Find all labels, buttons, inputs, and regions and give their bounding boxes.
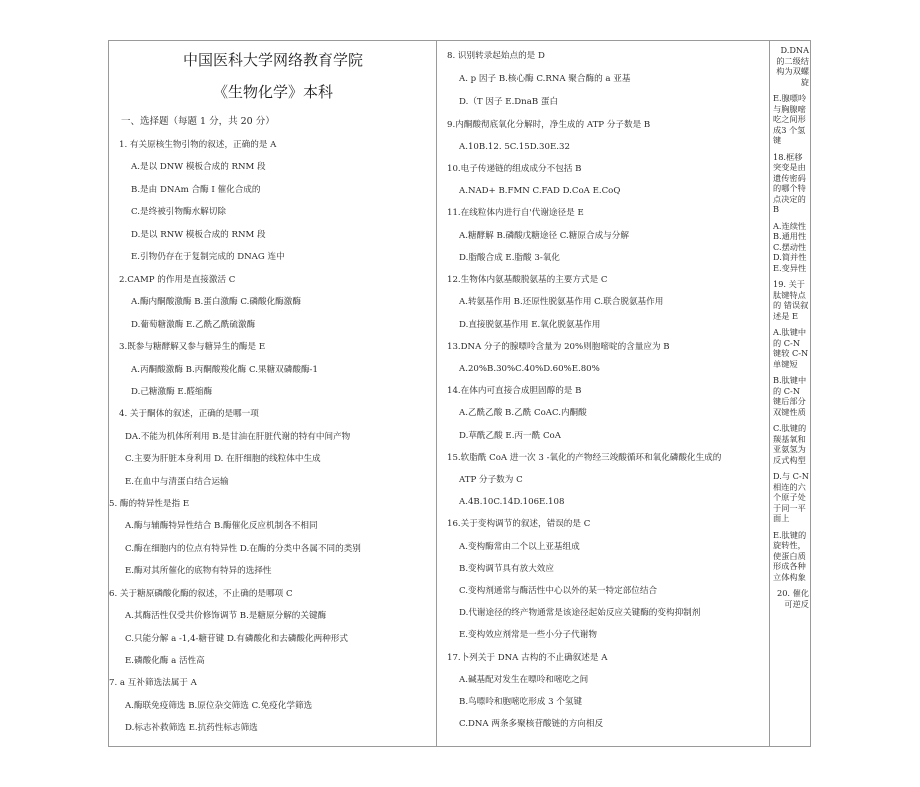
option-line: A.乙酰乙酸 B.乙酰 CoAC.内酮酸 bbox=[459, 408, 587, 418]
question-line: 18.框移突变是由遗传密码的哪个特点决定的 B bbox=[773, 151, 806, 214]
question-line: 13.DNA 分子的腺嘌呤含量为 20%则胞嘧啶的含量应为 B bbox=[447, 342, 670, 352]
question-line: 7. a 互补筛选法属于 A bbox=[109, 678, 197, 688]
question-line: 4. 关于酮体的叙述，正确的是哪一项 bbox=[119, 409, 259, 419]
option-line: A.肽键中的 C-N 键较 C-N 单键短 bbox=[773, 327, 809, 369]
option-line: A.碱基配对发生在嘌呤和嘧吃之间 bbox=[459, 675, 589, 685]
option-line: E.酶对其所催化的底物有特异的选择性 bbox=[125, 566, 272, 576]
option-line: A.是以 DNW 模板合成的 RNM 段 bbox=[131, 162, 266, 172]
option-line: E.腺嘌呤与胸腺嘧吃之间形成3 个氢键 bbox=[773, 93, 807, 145]
option-line: A.其酶活性仅受共价修饰调节 B.是糖原分解的关键酶 bbox=[125, 611, 327, 621]
option-line: DA.不能为机体所利用 B.是甘油在肝脏代谢的特有中间产物 bbox=[125, 432, 351, 442]
option-line: ATP 分子数为 C bbox=[459, 475, 523, 485]
option-line: A.酶与辅酶特异性结合 B.酶催化反应机制各不相同 bbox=[125, 521, 318, 531]
option-line: C.只能分解 a -1,4-糖苷键 D.有磷酸化和去磷酸化两种形式 bbox=[125, 634, 348, 644]
right-column-text bbox=[773, 45, 809, 615]
question-line: 17.卜列关于 DNA 古构的不止确叙述是 A bbox=[447, 653, 608, 663]
course-title: 《生物化学》本科 bbox=[212, 83, 333, 101]
option-line: D.直接脱氨基作用 E.氧化脱氨基作用 bbox=[459, 320, 601, 330]
option-line: E.磷酸化酶 a 活性高 bbox=[125, 656, 205, 666]
section-heading: 一、选择题（每题 1 分，共 20 分） bbox=[121, 116, 275, 127]
question-line: 6. 关于糖原磷酸化酶的叙述，不止确的是哪项 C bbox=[109, 589, 293, 599]
question-line: 1. 有关原核生物引物的叙述，正确的是 A bbox=[119, 140, 277, 150]
question-line: 16.关于变构调节的叙述，错误的是 C bbox=[447, 519, 591, 529]
option-line: D.葡萄糖激酶 E.乙酰乙酰硫激酶 bbox=[131, 320, 256, 330]
option-line: A.10B.12. 5C.15D.30E.32 bbox=[459, 142, 570, 152]
document-page bbox=[108, 40, 811, 747]
school-title: 中国医科大学网络教育学院 bbox=[182, 51, 363, 69]
option-line: E.肽键的旋转性，使蛋白质形成各种立体构象 bbox=[773, 529, 807, 582]
option-line: A.酶内酮酸激酶 B.蛋白激酶 C.磷酸化酶激酶 bbox=[131, 297, 301, 307]
left-column bbox=[109, 41, 437, 746]
middle-column bbox=[437, 41, 770, 746]
question-line: 9.内酮酸彻底氧化分解时，净生成的 ATP 分子数是 B bbox=[447, 120, 651, 130]
option-line: A.变构酶常由二个以上亚基组成 bbox=[459, 542, 580, 552]
option-line: D.脂酸合成 E.脂酸 3-氧化 bbox=[459, 253, 560, 263]
option-line: E.变构效应剂常是一些小分子代谢物 bbox=[459, 630, 597, 640]
option-line: A.转氨基作用 B.还原性脱氨基作用 C.联合脱氨基作用 bbox=[459, 297, 664, 307]
option-line: A.酶联免疫筛选 B.原位杂交筛选 C.免疫化学筛选 bbox=[125, 701, 313, 711]
option-line: C.主要为肝脏本身利用 D. 在肝细胞的线粒体中生成 bbox=[125, 454, 321, 464]
option-line: A.NAD+ B.FMN C.FAD D.CoA E.CoQ bbox=[459, 186, 621, 196]
option-line: B.鸟嘌呤和胞嘧吃形成 3 个氢键 bbox=[459, 697, 583, 707]
question-line: 5. 酶的特异性是指 E bbox=[109, 499, 190, 509]
option-line: D.是以 RNW 模板合成的 RNM 段 bbox=[131, 230, 266, 240]
option-line: D.草酰乙酸 E.丙一酰 CoA bbox=[459, 431, 561, 441]
option-line: D.己糖激酶 E.醛缩酶 bbox=[131, 387, 213, 397]
question-line: 19. 关于肽键特点的 错误叙述是 E bbox=[773, 279, 809, 321]
option-line: B.肽键中的 C-N 键后部分双键性质 bbox=[773, 375, 807, 417]
option-line: C.肽键的羰基氧和亚氨氢为反式构型 bbox=[773, 423, 807, 465]
option-line: C.变构剂通常与酶活性中心以外的某一特定部位结合 bbox=[459, 586, 658, 596]
option-line: D.代谢途径的终产物通常是该途径起始反应关键酶的变构抑制剂 bbox=[459, 608, 701, 618]
option-line: C.DNA 两条多聚核苷酸链的方向相反 bbox=[459, 719, 604, 729]
option-line: B.变构调节具有放大效应 bbox=[459, 564, 554, 574]
question-line: 2.CAMP 的作用是直接激活 C bbox=[119, 275, 236, 285]
option-line: D.与 C-N 相连的六个原子处于同一平面上 bbox=[773, 471, 809, 523]
option-line: A.连续性 B.通用性 C.摆动性 D.简并性 E.变异性 bbox=[773, 220, 807, 273]
option-line: C.是终被引物酶水解切除 bbox=[131, 207, 226, 217]
question-line: 8. 识别转录起始点的是 D bbox=[447, 51, 545, 61]
option-line: D.标志补救筛选 E.抗药性标志筛选 bbox=[125, 723, 258, 733]
option-line: D.（T 因子 E.DnaB 蛋白 bbox=[459, 97, 559, 107]
question-line: 14.在体内可直接合成胆固醇的是 B bbox=[447, 386, 582, 396]
question-line: 15.软脂酰 CoA 进一次 3 -氧化的产物经三竣酸循环和氧化磷酸化生成的 bbox=[447, 453, 722, 463]
option-line: C.酶在细胞内的位点有特异性 D.在酶的分类中各属不同的类别 bbox=[125, 544, 361, 554]
option-line: A.20%B.30%C.40%D.60%E.80% bbox=[459, 364, 600, 374]
option-line: E.引物仍存在于复制完成的 DNAG 连中 bbox=[131, 252, 285, 262]
right-column bbox=[770, 41, 811, 746]
option-line: B.是由 DNAm 合酶 I 催化合成的 bbox=[131, 185, 261, 195]
question-line: 20. 催化可逆反 bbox=[777, 588, 809, 609]
option-line: A.丙酮酸激酶 B.丙酮酸羧化酶 C.果糖双磷酸酶-1 bbox=[131, 365, 318, 375]
option-line: D.DNA 的二级结构为双螺旋 bbox=[776, 45, 809, 87]
option-line: E.在血中与清蛋白结合运输 bbox=[125, 477, 229, 487]
option-line: A. p 因子 B.核心酶 C.RNA 聚合酶的 a 亚基 bbox=[459, 74, 631, 84]
question-line: 11.在线粒体内进行自'代谢途径是 E bbox=[447, 208, 584, 218]
option-line: A.糖酵解 B.磷酸戊糖途径 C.糖原合成与分解 bbox=[459, 231, 629, 241]
question-line: 12.生物体内氨基酸脱氨基的主要方式是 C bbox=[447, 275, 608, 285]
option-line: A.4B.10C.14D.106E.108 bbox=[459, 497, 565, 507]
question-line: 3.既参与糖酵解又参与糖异生的酶是 E bbox=[119, 342, 266, 352]
question-line: 10.电子传递链的组成成分不包括 B bbox=[447, 164, 582, 174]
